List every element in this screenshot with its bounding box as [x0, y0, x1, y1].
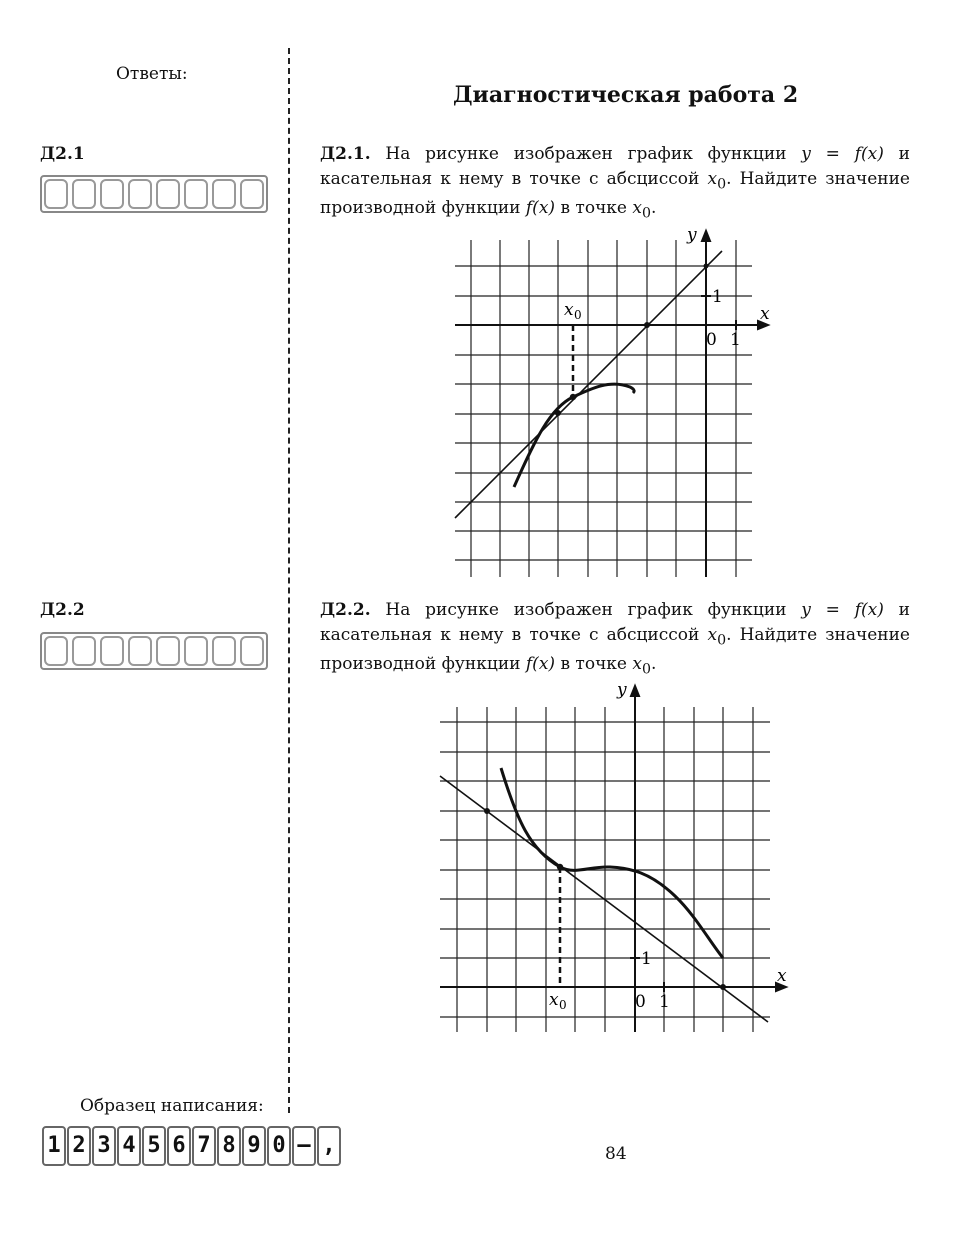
function-expr: f(x) [525, 198, 556, 219]
graph-2-point [484, 808, 490, 814]
graph-2-grid [440, 707, 770, 1032]
sample-char: , [317, 1126, 341, 1166]
point-var: x [707, 168, 718, 189]
sample-char: 6 [167, 1126, 191, 1166]
graph-1-axis-x-label: x [760, 304, 770, 324]
task2-label: Д2.2 [40, 600, 85, 620]
problem-text-part: в точке [555, 654, 633, 675]
problem-1-number: Д2.1. [320, 144, 371, 164]
graph-1-unit-y-label: 1 [712, 287, 723, 307]
problem-text-part: . [651, 654, 657, 675]
problem-2-text [320, 598, 910, 682]
graph-1-origin-label: 0 [706, 330, 717, 350]
graph-2-axis-y-label: y [617, 680, 627, 700]
problem-2-number: Д2.2. [320, 600, 371, 620]
task1-answer-field[interactable] [40, 175, 268, 213]
problem-text-part: На рисунке изображен график функции [385, 600, 802, 620]
problem-text-part: На рисунке изображен график функции [385, 144, 802, 164]
sample-char: 9 [242, 1126, 266, 1166]
function-expr: y = f(x) [801, 144, 884, 164]
problem-text-part: и касательная к нему в точке с абсциссой [320, 600, 910, 645]
graph-2-x0-sub: 0 [559, 998, 567, 1012]
graph-2-tangent-point [557, 864, 563, 870]
sample-char: 2 [67, 1126, 91, 1166]
graph-1-point [704, 264, 709, 269]
graph-1-axis-y-label: y [687, 225, 697, 245]
problem-text-part: и касательная к нему в точке с абсциссой [320, 144, 910, 189]
point-var: x [632, 654, 642, 675]
graph-1-unit-x-label: 1 [730, 330, 741, 350]
graph-1-axes [455, 231, 768, 577]
point-sub: 0 [642, 205, 652, 222]
sample-char: 4 [117, 1126, 141, 1166]
point-sub: 0 [717, 631, 727, 648]
point-sub: 0 [642, 661, 652, 678]
task1-label: Д2.1 [40, 144, 85, 164]
sample-char: 7 [192, 1126, 216, 1166]
problem-text-part: . Найдите значение производной функции [320, 624, 910, 675]
sample-char: – [292, 1126, 316, 1166]
page-number: 84 [605, 1144, 627, 1164]
problem-1-text [320, 142, 910, 226]
sample-char: 0 [267, 1126, 291, 1166]
graph-1-tangent-point [570, 394, 576, 400]
graph-2-unit-x-label: 1 [659, 992, 670, 1012]
graph-1-point [555, 410, 561, 416]
graph-2-point [720, 984, 726, 990]
graph-1-grid [455, 240, 752, 577]
sample-char: 1 [42, 1126, 66, 1166]
function-expr: f(x) [525, 654, 556, 675]
answers-title: Ответы: [116, 64, 188, 84]
page-title: Диагностическая работа 2 [453, 82, 799, 108]
problem-text-part: в точке [555, 198, 633, 219]
graph-1-x0-sub: 0 [574, 308, 582, 322]
sample-label: Образец написания: [80, 1096, 264, 1116]
sample-digits [42, 1126, 342, 1166]
graph-1-point [644, 322, 650, 328]
graph-2-axis-x-label: x [777, 966, 787, 986]
function-expr: y = f(x) [801, 600, 884, 620]
graph-1-x0-label: x [564, 300, 574, 320]
graph-1 [440, 225, 780, 580]
task2-answer-field[interactable] [40, 632, 268, 670]
point-var: x [707, 624, 718, 645]
column-divider [288, 48, 290, 1113]
sample-char: 5 [142, 1126, 166, 1166]
sample-char: 3 [92, 1126, 116, 1166]
graph-2-axes [440, 686, 786, 1032]
problem-text-part: . [651, 198, 657, 219]
graph-2-x0-label: x [549, 990, 559, 1010]
graph-2-unit-y-label: 1 [641, 949, 652, 969]
sample-char: 8 [217, 1126, 241, 1166]
graph-2-origin-label: 0 [635, 992, 646, 1012]
point-sub: 0 [717, 175, 727, 192]
graph-2 [425, 680, 795, 1035]
point-var: x [632, 198, 642, 219]
problem-text-part: . Найдите значение производной функции [320, 168, 910, 219]
